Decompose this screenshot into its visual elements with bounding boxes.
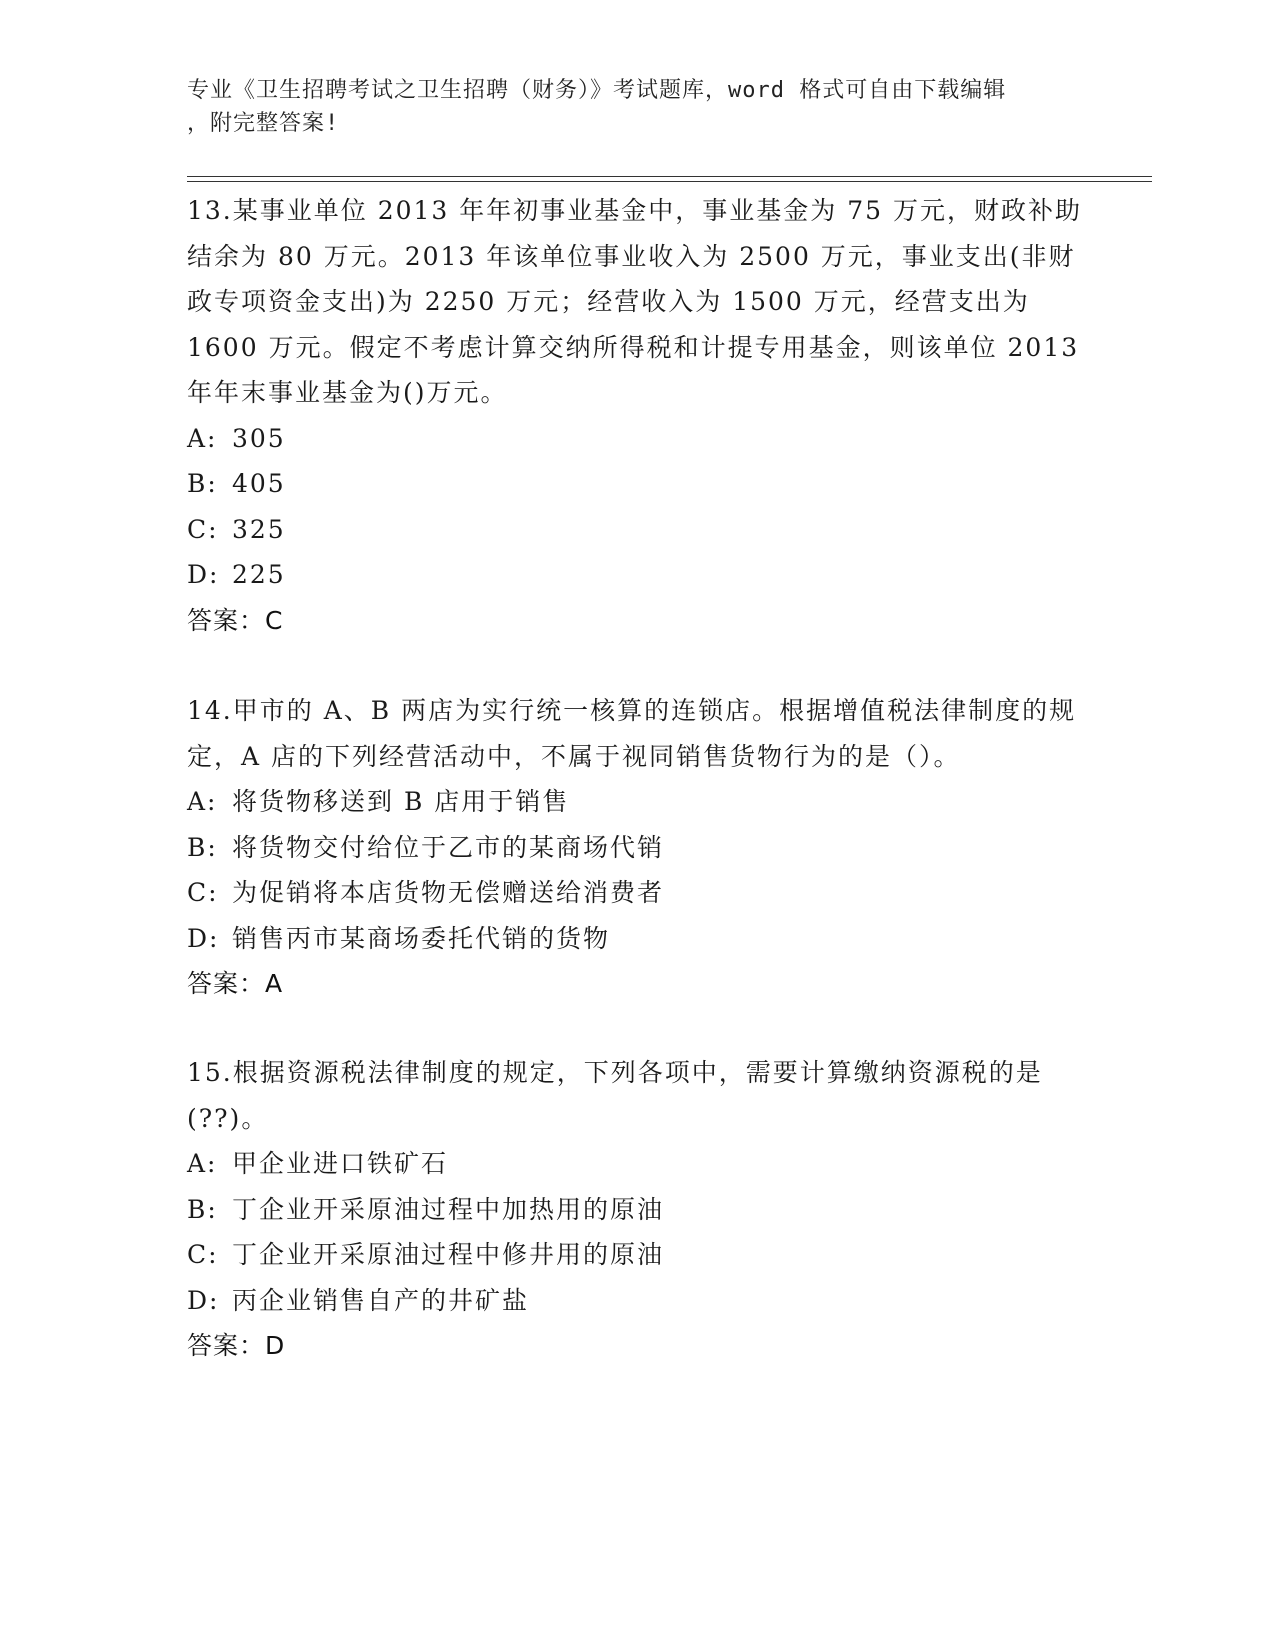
option-text: 甲企业进口铁矿石	[232, 1149, 449, 1178]
option-text: 将货物交付给位于乙市的某商场代销	[232, 832, 665, 862]
option-a	[187, 779, 1087, 825]
option-key: B:	[187, 469, 218, 498]
option-text: 225	[232, 560, 286, 589]
option-d	[187, 552, 1087, 598]
option-a	[187, 416, 1087, 462]
option-text: 405	[232, 469, 286, 498]
option-d	[187, 916, 1087, 962]
question-14	[187, 688, 1087, 1007]
option-key: D:	[187, 1285, 220, 1315]
option-d	[187, 1278, 1087, 1324]
option-a	[187, 1141, 1087, 1187]
option-key: D:	[187, 923, 220, 953]
option-c	[187, 507, 1087, 553]
answer-label: 答案：D	[187, 1331, 286, 1360]
option-text: 丙企业销售自产的井矿盐	[232, 1285, 530, 1315]
option-text: 丁企业开采原油过程中加热用的原油	[232, 1194, 665, 1224]
question-13	[187, 188, 1087, 643]
question-text: 14.甲市的 A、B 两店为实行统一核算的连锁店。根据增值税法律制度的规定，A 店的下列经营活动中，不属于视同销售货物行为的是（）。	[187, 696, 1077, 771]
option-b	[187, 461, 1087, 507]
question-text: 13.某事业单位 2013 年年初事业基金中，事业基金为 75 万元，财政补助结余为 80 万元。2013 年该单位事业收入为 2500 万元，事业支出(非财政专项资金支出)为 2250 万元；经营收入为 1500 万元，经营支出为 1600 万元。假定不考虑计算交纳所得税和计提专用基金，则该单位 2013 年年末事业基金为()万元。	[187, 196, 1082, 407]
option-c	[187, 1232, 1087, 1278]
option-text: 丁企业开采原油过程中修井用的原油	[232, 1240, 665, 1269]
answer-label: 答案：C	[187, 605, 284, 635]
answer-label: 答案：A	[187, 969, 284, 998]
option-key: A:	[187, 787, 218, 816]
option-key: B:	[187, 832, 218, 862]
option-key: B:	[187, 1194, 218, 1224]
option-c	[187, 870, 1087, 916]
option-key: C:	[187, 878, 219, 907]
option-key: C:	[187, 1240, 219, 1269]
question-15	[187, 1050, 1087, 1369]
option-text: 将货物移送到 B 店用于销售	[232, 787, 570, 816]
option-b	[187, 825, 1087, 871]
option-key: A:	[187, 423, 218, 453]
question-text: 15.根据资源税法律制度的规定，下列各项中，需要计算缴纳资源税的是(??)。	[187, 1058, 1043, 1133]
header-divider-bottom	[187, 181, 1152, 182]
option-key: A:	[187, 1149, 218, 1178]
option-text: 305	[232, 423, 286, 453]
option-text: 为促销将本店货物无偿赠送给消费者	[232, 878, 665, 907]
option-text: 325	[232, 514, 286, 544]
option-b	[187, 1187, 1087, 1233]
document-header	[187, 74, 1067, 140]
option-text: 销售丙市某商场委托代销的货物	[232, 923, 611, 953]
header-line-1: 专业《卫生招聘考试之卫生招聘（财务）》考试题库，word 格式可自由下载编辑	[187, 78, 1007, 103]
header-divider-top	[187, 176, 1152, 177]
option-key: C:	[187, 514, 219, 544]
header-line-2: ，附完整答案!	[187, 111, 340, 136]
option-key: D:	[187, 560, 220, 589]
